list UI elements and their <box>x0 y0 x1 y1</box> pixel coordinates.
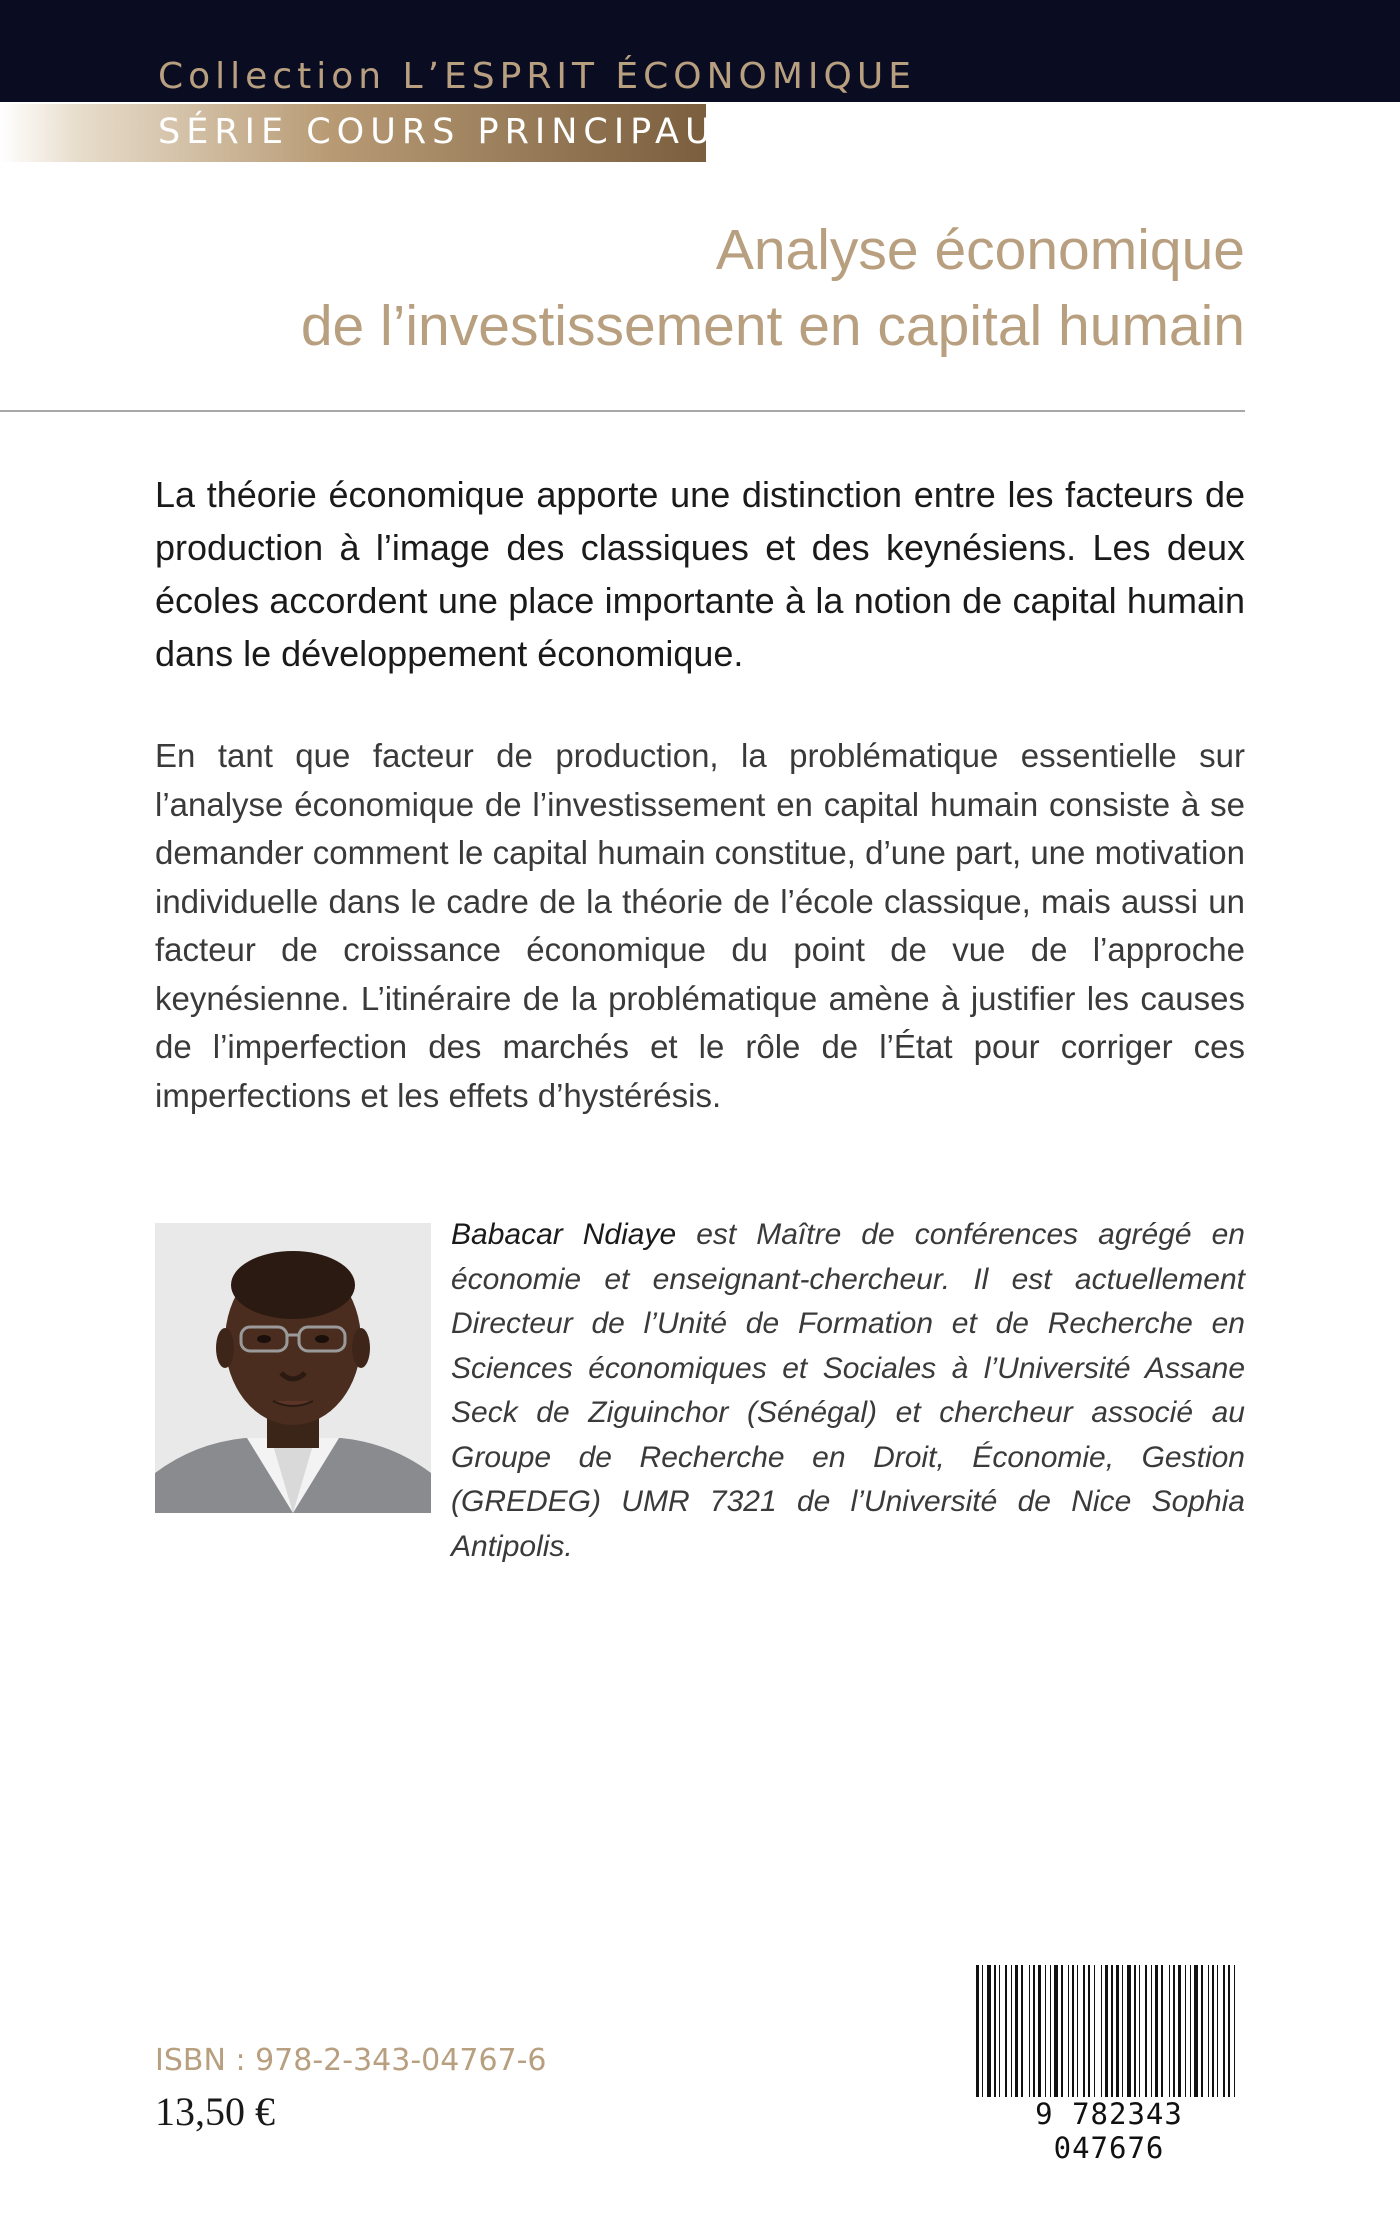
series-name: SÉRIE COURS PRINCIPAUX <box>158 112 747 152</box>
author-bio-text: est Maître de conférences agrégé en économie et enseignant-chercheur. Il est actuellement Directeur de l’Unité de Formation et de Recherche en Sciences économiques et Sociales à l’Université Assane Seck de Ziguinchor (Sénégal) et chercheur associé au Groupe de Recherche en Droit, Économie, Gestion (GREDEG) UMR 7321 de l’Université de Nice Sophia Antipolis. <box>451 1218 1245 1563</box>
title-divider <box>0 410 1245 412</box>
author-name: Babacar Ndiaye <box>451 1218 677 1251</box>
book-title-line-2: de l’investissement en capital humain <box>300 294 1245 358</box>
isbn: ISBN : 978-2-343-04767-6 <box>155 2043 547 2078</box>
collection-name: Collection L’ESPRIT ÉCONOMIQUE <box>158 56 916 97</box>
book-title <box>95 212 1245 364</box>
author-photo <box>155 1223 431 1513</box>
author-bio <box>451 1213 1245 1569</box>
book-title-line-1: Analyse économique <box>715 218 1245 282</box>
barcode-number: 9 782343 047676 <box>972 2097 1246 2165</box>
barcode-bars <box>972 1965 1246 2105</box>
lead-paragraph: La théorie économique apporte une distinction entre les facteurs de production à l’image des classiques et des keynésiens. Les deux écoles accordent une place importante à la notion de capital humain dans le développement économique. <box>155 474 1245 674</box>
author-portrait-illustration <box>155 1223 431 1513</box>
barcode <box>972 1965 1246 2165</box>
price: 13,50 € <box>155 2089 275 2134</box>
body-paragraph: En tant que facteur de production, la problématique essentielle sur l’analyse économique de l’investissement en capital humain consiste à se demander comment le capital humain constitue, d’une part, une motivation individuelle dans le cadre de la théorie de l’école classique, mais aussi un facteur de croissance économique du point de vue de l’approche keynésienne. L’itinéraire de la problématique amène à justifier les causes de l’imperfection des marchés et le rôle de l’État pour corriger ces imperfections et les effets d’hystérésis. <box>155 737 1245 1114</box>
